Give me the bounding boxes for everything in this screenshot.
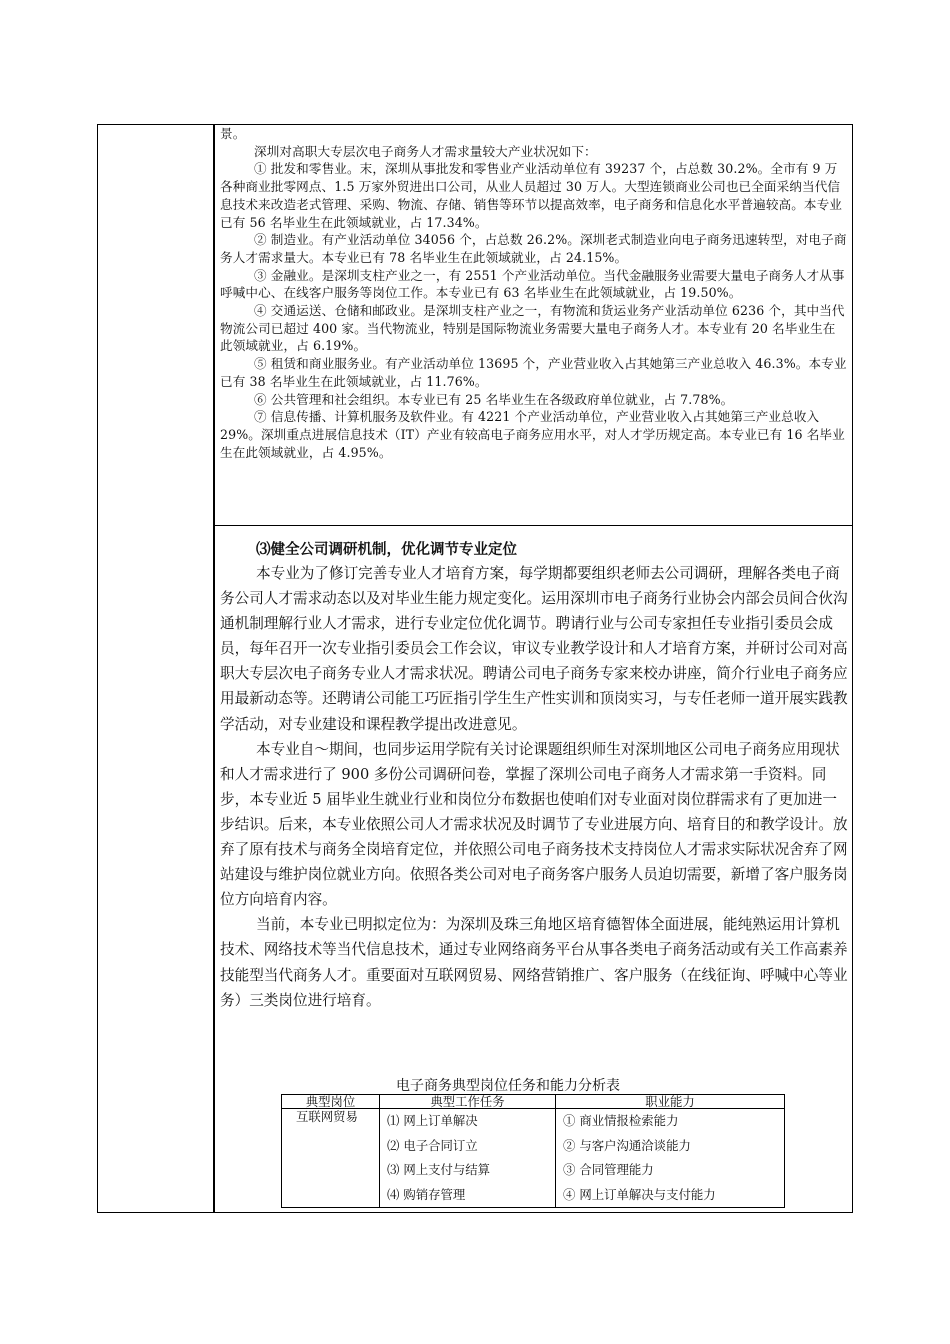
column-header: 职业能力 — [556, 1095, 785, 1109]
paragraph: ⑤ 租赁和商业服务业。有产业活动单位 13695 个，产业营业收入占其她第三产业总收入 46.3%。本专业已有 38 名毕业生在此领域就业，占 11.76%。 — [220, 356, 847, 389]
paragraph: ⑦ 信息传播、计算机服务及软件业。有 4221 个产业活动单位，产业营业收入占其她第三产业总收入 29%。深圳重点进展信息技术（IT）产业有较高电子商务应用水平，对人才学历规定高。本专业已有 16 名毕业生在此领域就业，占 4.95%。 — [220, 409, 845, 460]
paragraph: 深圳对高职大专层次电子商务人才需求量较大产业状况如下： — [254, 143, 597, 159]
section-body — [220, 561, 848, 1013]
tasks-cell — [380, 1109, 556, 1208]
paragraph: 当前，本专业已明拟定位为：为深圳及珠三角地区培育德智体全面进展，能纯熟运用计算机技术、网络技术等当代信息技术，通过专业网络商务平台从事各类电子商务活动或有关工作高素养技能型当代商务人才。重要面对互联网贸易、网络营销推广、客户服务（在线征询、呼喊中心等业务）三类岗位进行培育。 — [220, 916, 848, 1009]
ability-item: ④ 网上订单解决与支付能力 — [563, 1186, 716, 1202]
task-item: ⑴ 网上订单解决 — [387, 1113, 478, 1128]
post-cell: 互联网贸易 — [282, 1109, 380, 1208]
column-divider — [214, 125, 215, 1212]
task-item: ⑶ 网上支付与结算 — [387, 1162, 491, 1177]
ability-item: ③ 合同管理能力 — [563, 1162, 654, 1177]
paragraph: ④ 交通运送、仓储和邮政业。是深圳支柱产业之一，有物流和货运业务产业活动单位 6236 个，其中当代物流公司已超过 400 家。当代物流业，特别是国际物流业务需要大量电子商务人才。本专业有 20 名毕业生在此领域就业，占 6.19%。 — [220, 303, 845, 354]
column-header: 典型岗位 — [282, 1095, 380, 1109]
paragraph: 景。 — [220, 126, 246, 141]
task-item: ⑷ 购销存管理 — [387, 1186, 466, 1202]
abilities-cell — [556, 1109, 785, 1208]
table-caption: 电子商务典型岗位任务和能力分析表 — [396, 1078, 620, 1094]
paragraph: ② 制造业。有产业活动单位 34056 个，占总数 26.2%。深圳老式制造业向电子商务迅速转型，对电子商务人才需求量大。本专业已有 78 名毕业生在此领域就业，占 24.15%。 — [220, 232, 847, 265]
ability-item: ① 商业情报检索能力 — [563, 1113, 679, 1128]
paragraph: ③ 金融业。是深圳支柱产业之一，有 2551 个产业活动单位。当代金融服务业需要大量电子商务人才从事呼喊中心、在线客户服务等岗位工作。本专业已有 63 名毕业生在此领域就业，占 19.50%。 — [220, 267, 845, 301]
table-row — [282, 1109, 785, 1208]
task-item: ⑵ 电子合同订立 — [387, 1137, 478, 1153]
job-analysis-table — [281, 1094, 785, 1208]
section-heading: ⑶健全公司调研机制，优化调节专业定位 — [256, 542, 517, 558]
column-header: 典型工作任务 — [380, 1095, 556, 1109]
paragraph: 本专业自～期间，也同步运用学院有关讨论课题组织师生对深圳地区公司电子商务应用现状和人才需求进行了 900 多份公司调研问卷，掌握了深圳公司电子商务人才需求第一手资料。同步，本专业近 5 届毕业生就业行业和岗位分布数据也使咱们对专业面对岗位群需求有了更加进一步结识。后来，本专业依照公司人才需求状况及时调节了专业进展方向、培育目的和教学设计。放弃了原有技术与商务全岗培育定位，并依照公司电子商务技术支持岗位人才需求实际状况舍弃了网站建设与维护岗位就业方向。依照各类公司对电子商务客户服务人员迫切需要，新增了客户服务岗位方向培育内容。 — [220, 740, 848, 909]
paragraph: ① 批发和零售业。末，深圳从事批发和零售业产业活动单位有 39237 个，占总数 30.2%。全市有 9 万各种商业批零网点、1.5 万家外贸进出口公司，从业人员超过 30 万人。大型连锁商业公司也已全面采纳当代信息技术来改造老式管理、采购、物流、存储、销售等环节以提高效率，电子商务和信息化水平普遍较高。本专业已有 56 名毕业生在此领域就业，占 17.34%。 — [220, 161, 842, 230]
paragraph: ⑥ 公共管理和社会组织。本专业已有 25 名毕业生在各级政府单位就业，占 7.78%。 — [254, 391, 734, 407]
row-divider — [215, 525, 852, 526]
ability-item: ② 与客户沟通洽谈能力 — [563, 1137, 691, 1153]
paragraph: 本专业为了修订完善专业人才培育方案，每学期都要组织老师去公司调研，理解各类电子商务公司人才需求动态以及对毕业生能力规定变化。运用深圳市电子商务行业协会内部会员间合伙沟通机制理解行业人才需求，进行专业定位优化调节。聘请行业与公司专家担任专业指引委员会成员，每年召开一次专业指引委员会工作会议，审议专业教学设计和人才培育方案，并研讨公司对高职大专层次电子商务专业人才需求状况。聘请公司电子商务专家来校办讲座，简介行业电子商务应用最新动态等。还聘请公司能工巧匠指引学生生产性实训和顶岗实习，与专任老师一道开展实践教学活动，对专业建设和课程教学提出改进意见。 — [220, 565, 848, 733]
industry-list — [220, 125, 848, 461]
